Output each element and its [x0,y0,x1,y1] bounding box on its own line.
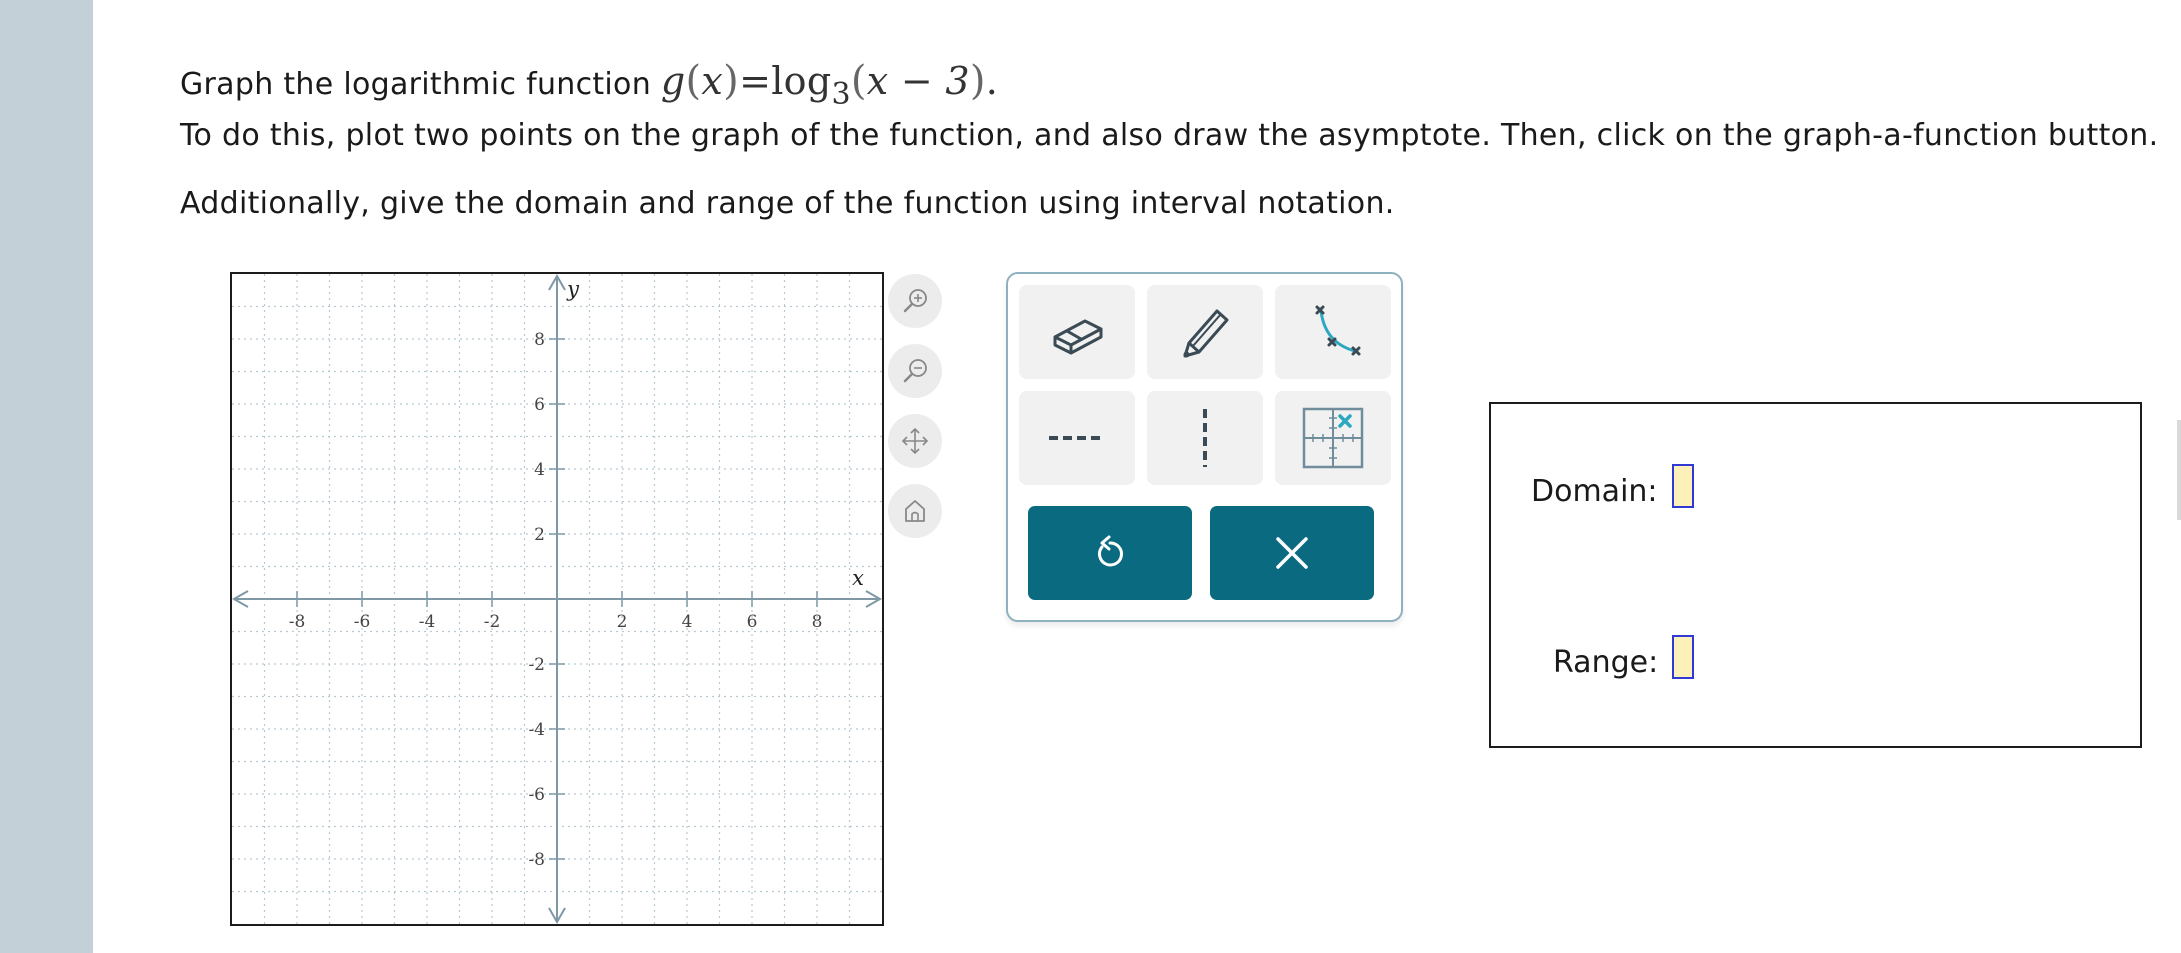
x-tick-label: 8 [811,612,823,632]
y-tick-label: -8 [528,850,545,870]
x-tick-label: 2 [616,612,628,632]
x-axis-label: x [852,566,864,590]
zoom-out-button[interactable] [888,344,942,398]
range-input[interactable] [1672,635,1694,679]
point-tool-button[interactable] [1275,391,1391,485]
pencil-icon [1165,297,1245,367]
point-icon [1293,403,1373,473]
vertical-dashed-line-icon [1165,403,1245,473]
answer-box [1489,402,2142,748]
eraser-icon [1037,297,1117,367]
x-tick-label: -2 [483,612,501,632]
pencil-tool-button[interactable] [1147,285,1263,379]
x-tick-label: 6 [746,612,758,632]
vertical-asymptote-button[interactable] [1147,391,1263,485]
question-text: Graph the logarithmic function [180,67,652,102]
equals-sign: = [739,59,772,103]
period: . [985,59,999,103]
scrollbar[interactable] [2177,420,2181,520]
log-argument: x − 3 [866,59,970,103]
y-tick-label: 8 [534,330,545,350]
question-line-3: Additionally, give the domain and range of the function using interval notation. [180,186,1395,221]
range-label: Range: [1553,645,1659,680]
function-expression: $g(x)=\log_3(x - 3)$. [660,58,999,112]
question-line-2: To do this, plot two points on the graph of the function, and also draw the asymptote. Then, click on the graph-a-function button. [180,118,2159,153]
home-icon [900,496,930,526]
eraser-tool-button[interactable] [1019,285,1135,379]
undo-icon [1088,531,1132,575]
zoom-in-button[interactable] [888,274,942,328]
undo-button[interactable] [1028,506,1192,600]
y-tick-label: -4 [528,720,545,740]
left-gutter [0,0,93,953]
log-base: 3 [831,77,851,112]
x-tick-label: -4 [418,612,436,632]
zoom-in-icon [900,286,930,316]
y-axis-label: y [567,277,579,301]
question-line-1 [180,58,998,112]
function-argument: x [701,59,724,103]
log-word: log [771,59,832,103]
domain-label: Domain: [1531,474,1658,509]
horizontal-asymptote-button[interactable] [1019,391,1135,485]
x-tick-label: -8 [288,612,306,632]
y-tick-label: 4 [534,460,545,480]
y-tick-label: -2 [528,655,545,675]
y-tick-label: -6 [528,785,545,805]
move-button[interactable] [888,414,942,468]
zoom-out-icon [900,356,930,386]
graphing-tool-panel [1006,272,1403,622]
home-button[interactable] [888,484,942,538]
function-name: g [660,59,686,103]
y-tick-label: 6 [534,395,545,415]
x-tick-label: 4 [681,612,693,632]
domain-input[interactable] [1672,464,1694,508]
horizontal-dashed-line-icon [1037,403,1117,473]
graph-function-icon [1293,297,1373,367]
y-tick-label: 2 [534,525,545,545]
graph-function-button[interactable] [1275,285,1391,379]
move-icon [900,426,930,456]
clear-button[interactable] [1210,506,1374,600]
close-icon [1270,531,1314,575]
coordinate-plane[interactable] [232,274,882,924]
x-tick-label: -6 [353,612,371,632]
graph-canvas[interactable] [230,272,884,926]
